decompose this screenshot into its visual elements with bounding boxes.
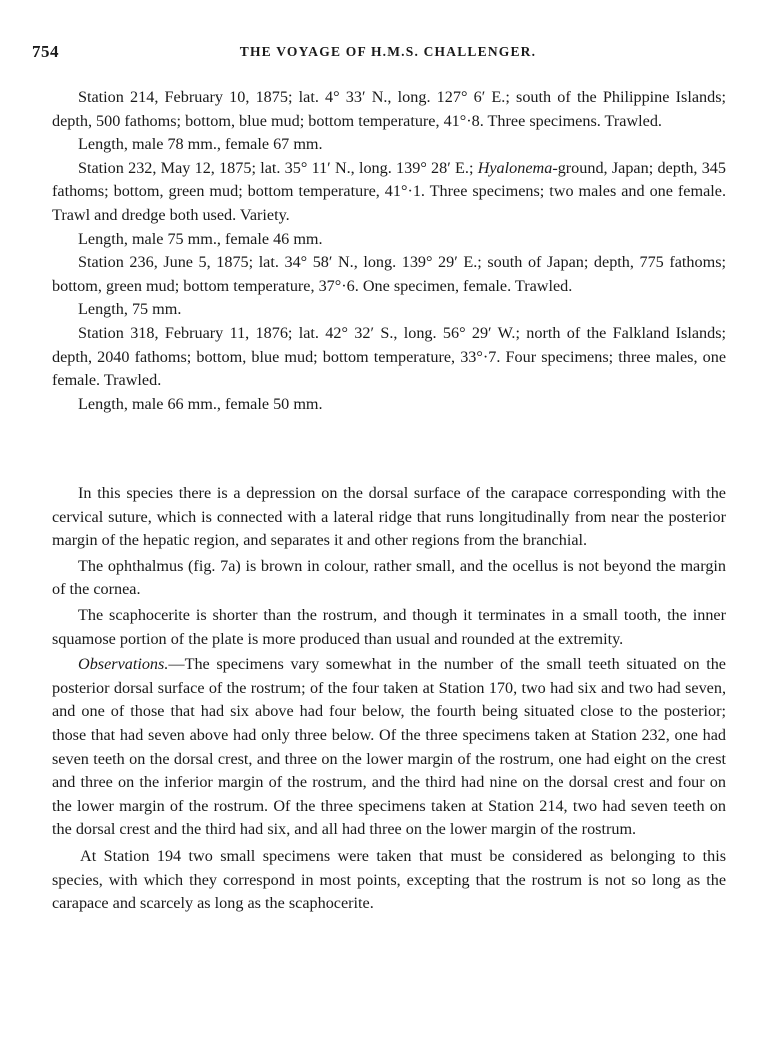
station-236-record: Station 236, June 5, 1875; lat. 34° 58′ N., long. 139° 29′ E.; south of Japan; depth, 775 fathoms; bottom, green mud; bottom temperature, 37°·6. One specimen, female. Trawled. [52,253,726,295]
observations-text: —The specimens vary somewhat in the number of the small teeth situated on the posterior dorsal surface of the rostrum; of the four taken at Station 170, two had six and two had seven, and one of those that had six above had four below, the fourth being situated close to the posterior; those that had seven above had only three below. Of the three specimens taken at Station 232, one had seven teeth on the dorsal crest, and three on the lower margin of the rostrum, one had eight on the crest and three on the inferior margin of the rostrum, and the third had nine on the dorsal crest and four on the lower margin of the rostrum. Of the three specimens taken at Station 214, two had seven teeth on the dorsal crest and the third had six, and all had three on the lower margin of the rostrum. [52,655,726,839]
station-232-length: Length, male 75 mm., female 46 mm. [78,229,323,248]
station-318-record: Station 318, February 11, 1876; lat. 42° 32′ S., long. 56° 29′ W.; north of the Falkland Islands; depth, 2040 fathoms; bottom, blue mud; bottom temperature, 33°·7. Four specimens; three males, one female. Trawled. [52,323,726,390]
paragraph-scaphocerite: The scaphocerite is shorter than the rostrum, and though it terminates in a small tooth, the inner squamose portion of the plate is more produced than usual and rounded at the extremity. [52,605,726,648]
station-232-record [52,157,726,228]
station-232-record-end: -ground, Japan; depth, 345 fathoms; bottom, green mud; bottom temperature, 41°·1. Three specimens; two males and one female. Trawl and dredge both used. Variety. [52,158,726,224]
paragraph-dorsal-surface: In this species there is a depression on the dorsal surface of the carapace corresponding with the cervical suture, which is connected with a lateral ridge that runs longitudinally from near the posterior margin of the hepatic region, and separates it and other regions from the branchial. [52,484,726,550]
hyalonema-italic: Hyalonema [477,158,553,177]
paragraph-observations [52,653,726,842]
station-232-record-start: Station 232, May 12, 1875; lat. 35° 11′ N., long. 139° 28′ E.; [78,158,478,177]
observations-heading: Observations. [78,655,169,674]
species-discussion [52,482,726,916]
station-318-length: Length, male 66 mm., female 50 mm. [78,394,323,413]
station-records [52,86,726,416]
page-number: 754 [32,42,59,61]
station-214-record: Station 214, February 10, 1875; lat. 4° 33′ N., long. 127° 6′ E.; south of the Philippine Islands; depth, 500 fathoms; bottom, blue mud; bottom temperature, 41°·8. Three specimens. Trawled. [52,88,726,130]
running-title: THE VOYAGE OF H.M.S. CHALLENGER. [239,44,537,59]
paragraph-ophthalmus: The ophthalmus (fig. 7a) is brown in colour, rather small, and the ocellus is not beyond the margin of the cornea. [52,556,726,599]
station-236-length: Length, 75 mm. [78,300,182,319]
station-214-length: Length, male 78 mm., female 67 mm. [78,135,323,154]
paragraph-station-194: At Station 194 two small specimens were taken that must be considered as belonging to this species, with which they correspond in most points, excepting that the rostrum is not so long as the carapace and scarcely as long as the scaphocerite. [52,846,726,913]
page-header [0,42,776,66]
